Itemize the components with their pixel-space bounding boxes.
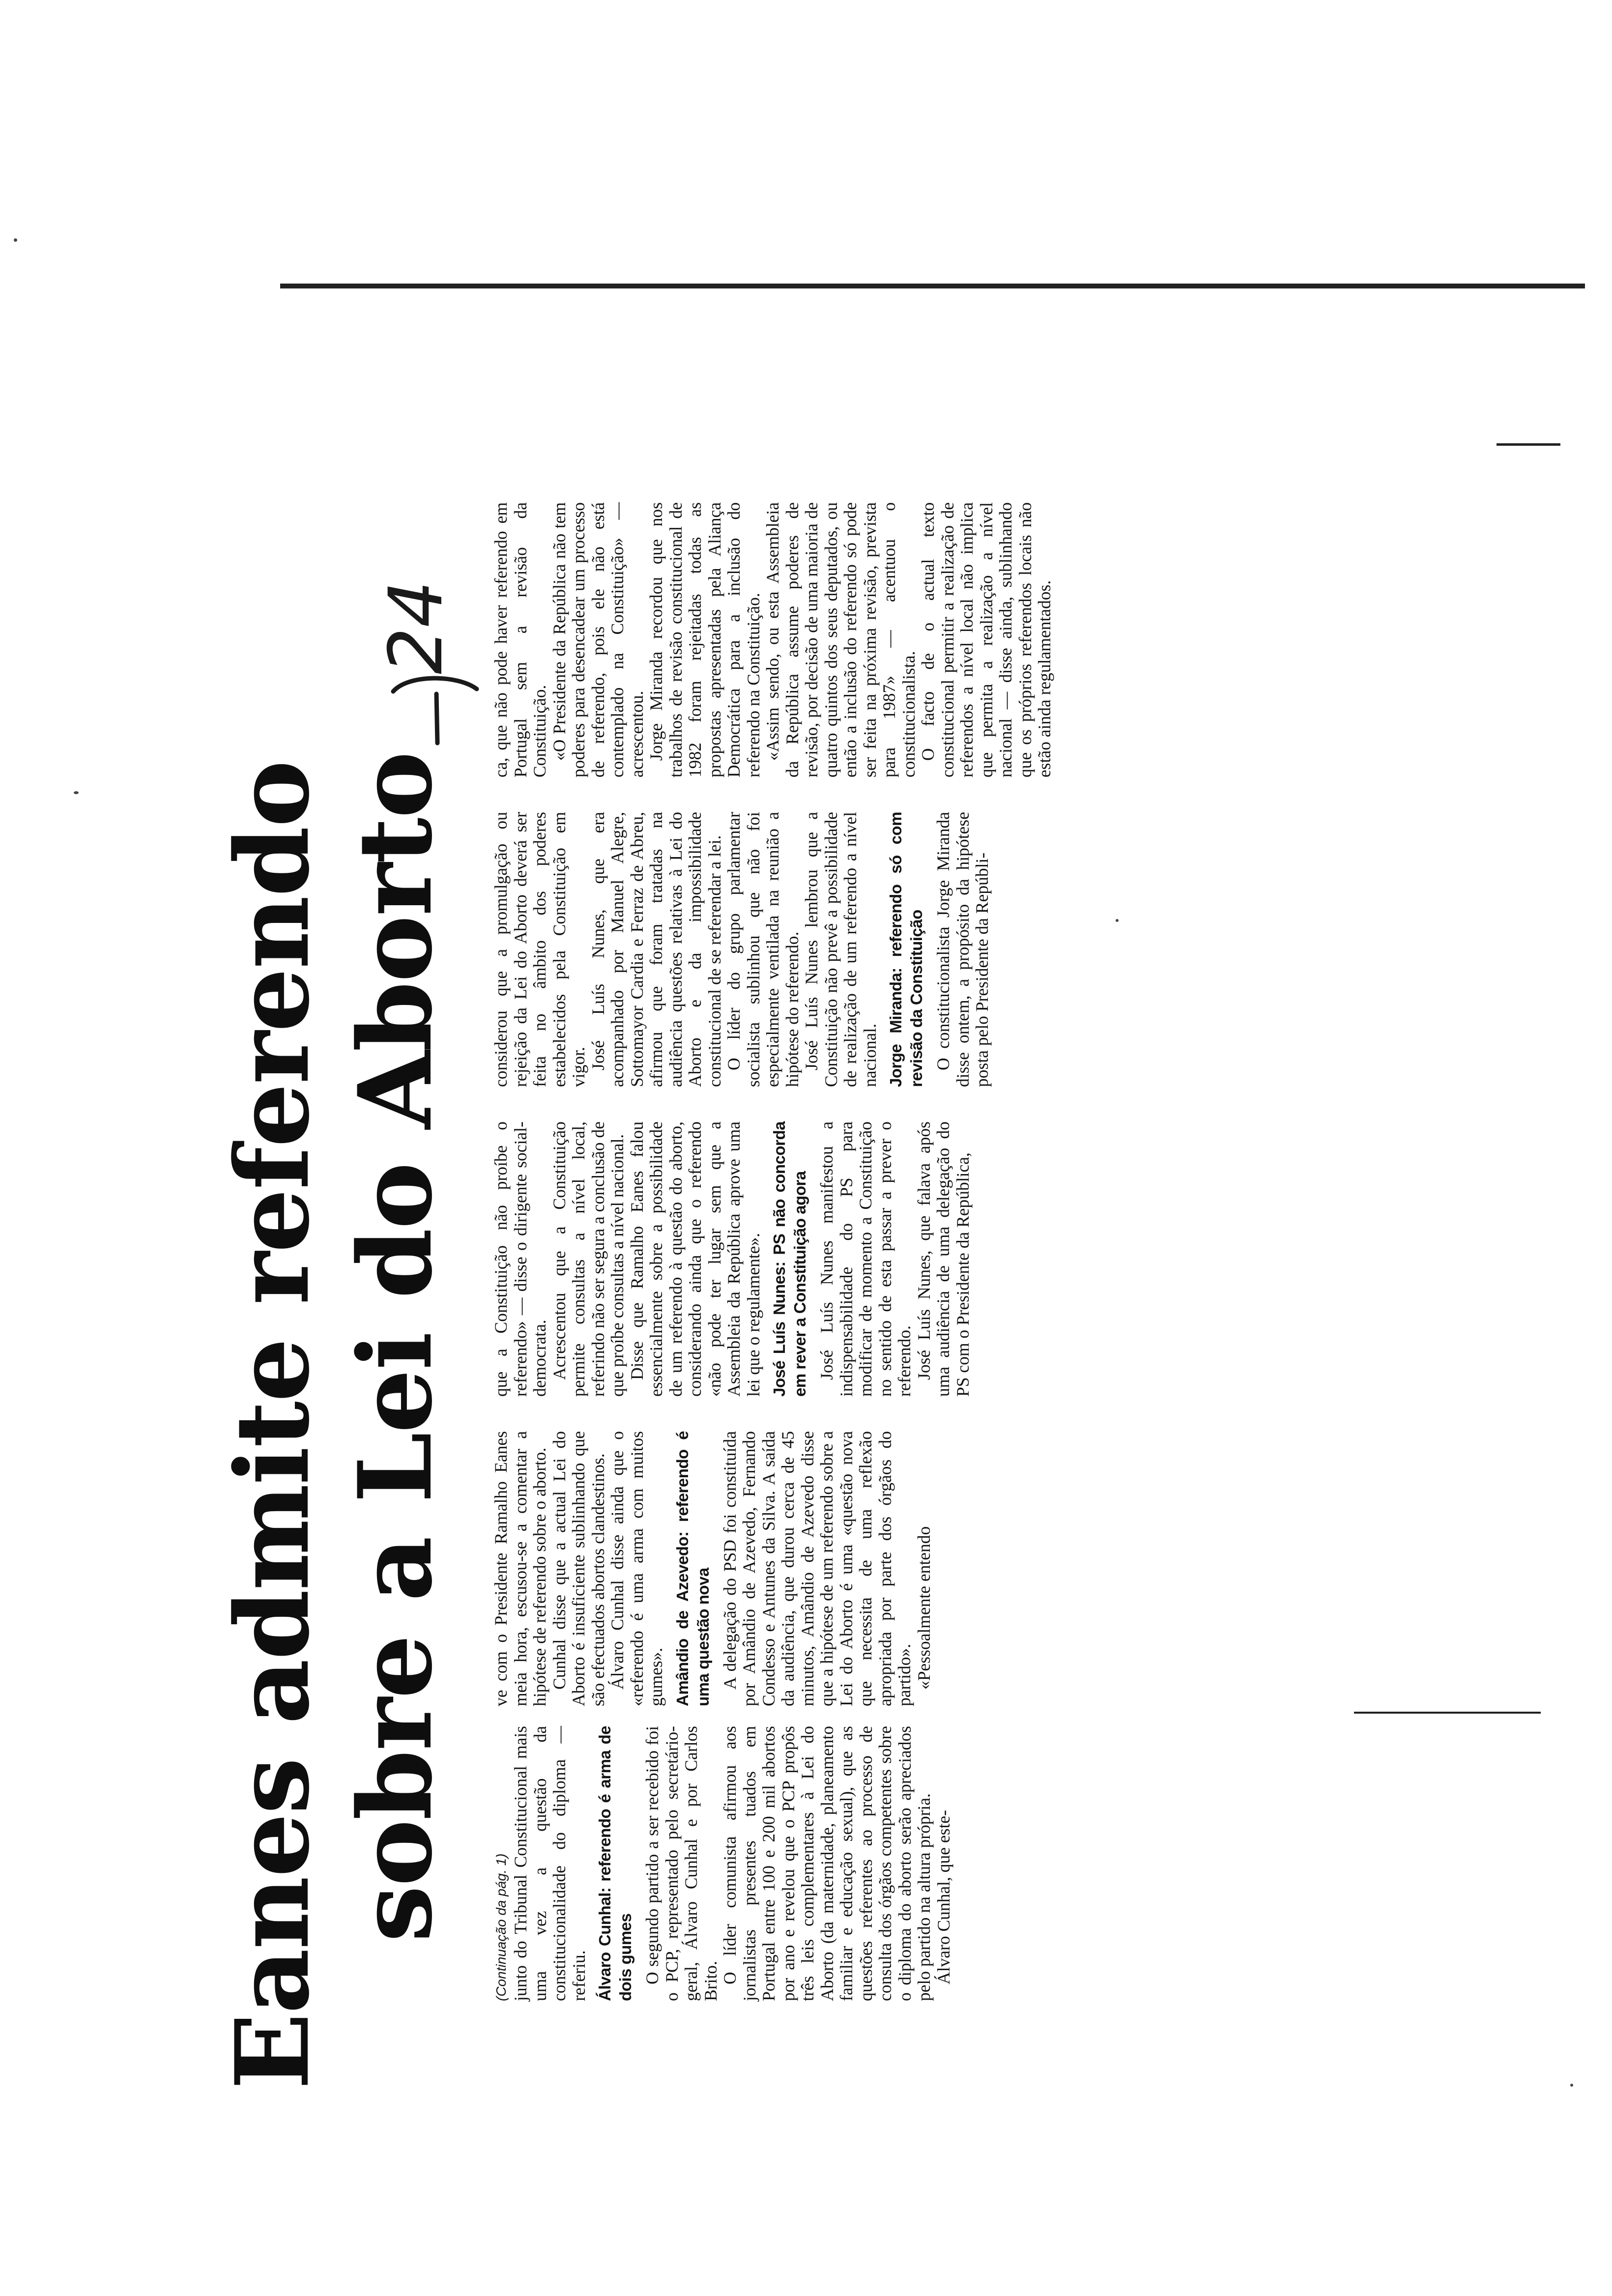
subhead-amandio-de-azevedo: Amândio de Azevedo: referendo é uma questão nova <box>673 1431 712 1706</box>
column-2-para-3: Álvaro Cunhal disse ainda que o «referendo é uma arma com muitos gumes». <box>607 1431 666 1706</box>
scan-speck <box>14 238 17 242</box>
scan-speck <box>1116 919 1119 922</box>
column-4-para-3: O líder do grupo parlamentar socialista sublinhou que não foi especialmente ventilada na reunião a hipótese do referendo. <box>724 812 802 1087</box>
column-1-para-1: junto do Tribunal Constitucional mais uma vez a questão da constitucionalidade do diploma — referiu. <box>511 1726 589 2001</box>
handwritten-number: 24 <box>374 580 459 674</box>
column-3-para-3: Disse que Ramalho Eanes falou essencialmente sobre a possibilidade de um referendo à questão do aborto, considerando ainda que o referendo «não pode ter lugar sem que a Assembleia da República aprove uma lei que o regulamente». <box>627 1121 763 1397</box>
column-4-para-4: José Luís Nunes lembrou que a Constituição não prevê a possibilidade de realização de um referendo a nível nacional. <box>802 812 880 1087</box>
column-5-para-2: «O Presidente da República não tem poderes para desencadear um processo de referendo, pois ele não está contemplado na Constituição» — acrescentou. <box>549 502 647 777</box>
column-4-para-5: O constitucionalista Jorge Miranda disse ontem, a propósito da hipótese posta pelo Presidente da Repúbli- <box>933 812 992 1087</box>
article-column-4 <box>491 812 992 1087</box>
article-column-5 <box>491 502 1055 777</box>
column-2-para-1: ve com o Presidente Ramalho Eanes meia hora, escusou-se a comentar a hipótese de referendo sobre o aborto. <box>491 1431 549 1706</box>
subhead-jorge-miranda: Jorge Miranda: referendo só com revisão da Constituição <box>887 812 925 1087</box>
column-3-para-4: José Luís Nunes manifestou a indispensabilidade do PS para modificar de momento a Constituição no sentido de esta passar a prever o referendo. <box>817 1121 914 1397</box>
column-2-para-2: Cunhal disse que a actual Lei do Aborto é insuficiente sublinhando que são efectuados abortos clandestinos. <box>549 1431 608 1706</box>
column-5-para-4: «Assim sendo, ou esta Assembleia da República assume poderes de revisão, por decisão de uma maioria de quatro quintos dos seus deputados, ou então a inclusão do referendo só pode ser feita na próxima revisão, prevista para 1987» — acentuou o constitucionalista. <box>763 502 919 777</box>
subhead-alvaro-cunhal: Álvaro Cunhal: referendo é arma de dois gumes <box>596 1726 634 2001</box>
column-1-para-3: O líder comunista afirmou aos jornalistas presentes tuados em Portugal entre 100 e 200 mil abortos por ano e revelou que o PCP propôs três leis complementares à Lei do Aborto (da maternidade, planeamento familiar e educação sexual), que as questões referentes ao processo de consulta dos órgãos competentes sobre o diploma do aborto serão apreciados pelo partido na altura própria. <box>720 1726 934 2001</box>
column-5-para-5: O facto de o actual texto constitucional permitir a realização de referendos a nível local não implica que permita a realização a nível nacional — disse ainda, sublinhando que os próprios referendos locais não estão ainda regulamentados. <box>918 502 1054 777</box>
right-edge-rule <box>1497 443 1560 446</box>
article-column-1 <box>491 1726 953 2001</box>
headline-line-1: Eanes admite referendo <box>214 761 332 2090</box>
column-4-para-1: considerou que a promulgação ou rejeição da Lei do Aborto deverá ser feita no âmbito dos poderes estabelecidos pela Constituição em vigor. <box>491 812 588 1087</box>
column-2-para-4: A delegação do PSD foi constituída por Amândio de Azevedo, Fernando Condesso e Antunes da Silva. A saída da audiência, que durou cerca de 45 minutos, Amândio de Azevedo disse que a hipótese de um referendo sobre a Lei do Aborto é uma «questão nova que necessita de uma reflexão apropriada por parte dos órgãos do partido». <box>720 1431 914 1706</box>
article-column-2 <box>491 1431 934 1706</box>
continuation-note: (Continuação da pág. 1) <box>493 1853 509 2001</box>
column-5-para-1: ca, que não pode haver referendo em Portugal sem a revisão da Constituição. <box>491 502 549 777</box>
top-column-rule <box>280 284 1585 288</box>
column-1-para-4: Álvaro Cunhal, que este- <box>933 1810 953 1984</box>
column-2-para-5: «Pessoalmente entendo <box>914 1526 934 1690</box>
subhead-jose-luis-nunes: José Luís Nunes: PS não concorda em rever a Constituição agora <box>770 1121 809 1397</box>
scan-speck <box>74 791 79 794</box>
article-column-3 <box>491 1121 973 1397</box>
headline-line-2: sobre a Lei do Aborto <box>337 752 455 1942</box>
column-4-para-2: José Luís Nunes, que era acompanhado por Manuel Alegre, Sottomayor Cardia e Ferraz de Abreu, afirmou que foram tratadas na audiência questões relativas à Lei do Aborto e da impossibilidade constitucional de se referendar a lei. <box>588 812 724 1087</box>
bottom-column-rule <box>1354 1712 1541 1714</box>
column-3-para-2: Acrescentou que a Constituição permite consultas a nível local, referindo não ser segura a conclusão de que proíbe consultas a nível nacional. <box>549 1121 627 1397</box>
scan-speck <box>1570 2084 1573 2087</box>
column-5-para-3: Jorge Miranda recordou que nos trabalhos de revisão constitucional de 1982 foram rejeitadas todas as propostas apresentadas pela Aliança Democrática para a inclusão do referendo na Constituição. <box>646 502 763 777</box>
column-3-para-1: que a Constituição não proíbe o referendo» — disse o dirigente social-democrata. <box>491 1121 549 1397</box>
column-1-para-2: O segundo partido a ser recebido foi o PCP, representado pelo secretário-geral, Álvaro Cunhal e por Carlos Brito. <box>642 1726 720 2001</box>
column-3-para-5: José Luís Nunes, que falava após uma audiência de uma delegação do PS com o Presidente da República, <box>914 1121 973 1397</box>
